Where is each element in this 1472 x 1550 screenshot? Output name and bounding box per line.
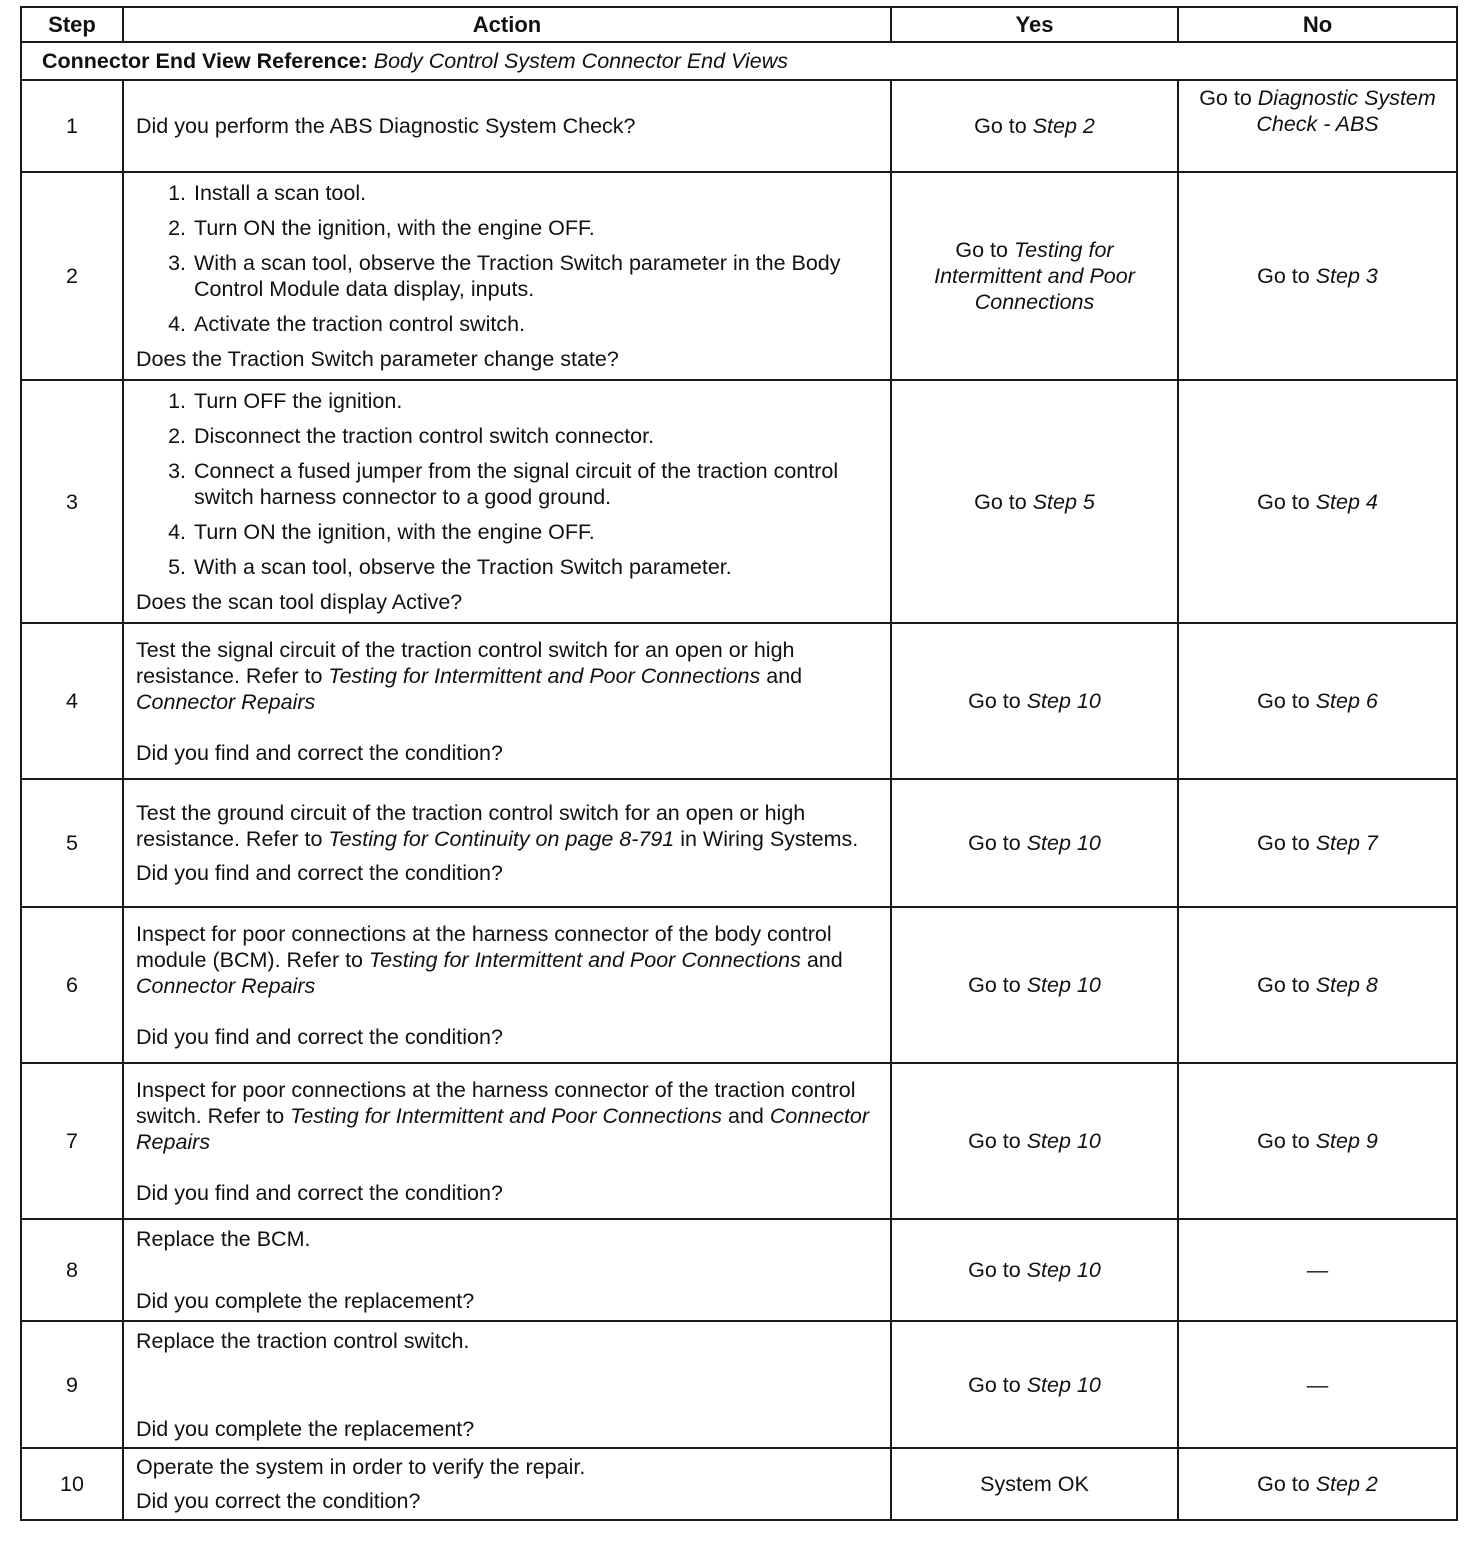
step-number: 4 bbox=[21, 623, 123, 779]
table-row bbox=[21, 80, 1457, 172]
yes-cell bbox=[891, 172, 1178, 380]
step-number: 6 bbox=[21, 907, 123, 1063]
action-question: Did you find and correct the condition? bbox=[136, 740, 503, 765]
reference-link[interactable]: Testing for Intermittent and Poor Connections bbox=[290, 1103, 722, 1128]
goto-label: Go to bbox=[1199, 86, 1252, 110]
action-cell bbox=[123, 907, 891, 1063]
table-row bbox=[21, 1448, 1457, 1520]
list-item: 4. Activate the traction control switch. bbox=[192, 311, 878, 346]
reference-link[interactable]: Testing for Continuity on page 8-791 bbox=[328, 827, 675, 851]
action-instruction: Operate the system in order to verify the repair. bbox=[136, 1455, 586, 1479]
action-question: Does the scan tool display Active? bbox=[136, 590, 463, 614]
goto-label: Go to bbox=[1257, 1129, 1310, 1153]
goto-label: Go to bbox=[1257, 489, 1310, 514]
action-question: Did you perform the ABS Diagnostic System Check? bbox=[136, 114, 636, 138]
table-row bbox=[21, 1219, 1457, 1321]
table-row bbox=[21, 380, 1457, 623]
yes-link[interactable]: Step 10 bbox=[1026, 689, 1101, 713]
no-link[interactable]: Step 6 bbox=[1315, 689, 1378, 713]
yes-link[interactable]: Step 10 bbox=[1026, 1258, 1101, 1282]
goto-label: Go to bbox=[1257, 689, 1310, 713]
yes-cell bbox=[891, 1321, 1178, 1448]
goto-label: Go to bbox=[974, 114, 1027, 138]
list-item: 3. Connect a fused jumper from the signal circuit of the traction control switch harness connector to a good ground. bbox=[192, 458, 878, 519]
action-text bbox=[136, 921, 878, 999]
goto-label: Go to bbox=[968, 1372, 1021, 1397]
no-link[interactable]: Step 2 bbox=[1315, 1472, 1378, 1496]
header-row bbox=[21, 7, 1457, 42]
goto-label: Go to bbox=[968, 689, 1021, 713]
yes-cell bbox=[891, 380, 1178, 623]
no-cell bbox=[1178, 172, 1457, 380]
action-list bbox=[136, 180, 878, 346]
no-link[interactable]: Step 8 bbox=[1315, 973, 1378, 997]
no-cell bbox=[1178, 1219, 1457, 1321]
no-link[interactable]: Step 9 bbox=[1315, 1129, 1378, 1153]
reference-cell bbox=[21, 42, 1457, 80]
conjunction: and bbox=[727, 1103, 764, 1128]
goto-label: Go to bbox=[1257, 1472, 1310, 1496]
no-link[interactable]: Diagnostic System Check - ABS bbox=[1256, 86, 1436, 136]
yes-link[interactable]: Step 10 bbox=[1026, 1129, 1101, 1153]
no-dash: — bbox=[1306, 1258, 1329, 1282]
action-instruction: Inspect for poor connections at the harness connector of the traction control switch. Refer to bbox=[136, 1077, 856, 1128]
no-link[interactable]: Step 3 bbox=[1315, 264, 1378, 288]
list-item: 4. Turn ON the ignition, with the engine OFF. bbox=[192, 519, 878, 554]
action-instruction: Replace the traction control switch. bbox=[136, 1328, 470, 1353]
table-row bbox=[21, 907, 1457, 1063]
step-number: 3 bbox=[21, 380, 123, 623]
no-cell bbox=[1178, 380, 1457, 623]
action-question: Did you complete the replacement? bbox=[136, 1416, 475, 1441]
step-number: 10 bbox=[21, 1448, 123, 1520]
goto-label: Go to bbox=[955, 238, 1008, 262]
yes-link[interactable]: Step 5 bbox=[1032, 489, 1095, 514]
action-cell bbox=[123, 1448, 891, 1520]
step-number: 8 bbox=[21, 1219, 123, 1321]
list-item: 1. Install a scan tool. bbox=[192, 180, 878, 215]
header-action: Action bbox=[123, 7, 891, 42]
list-item: 2. Turn ON the ignition, with the engine OFF. bbox=[192, 215, 878, 250]
action-question: Did you find and correct the condition? bbox=[136, 1024, 503, 1049]
no-cell bbox=[1178, 1321, 1457, 1448]
action-question: Did you find and correct the condition? bbox=[136, 1180, 503, 1205]
yes-result: System OK bbox=[980, 1472, 1089, 1496]
no-cell bbox=[1178, 1063, 1457, 1219]
no-cell bbox=[1178, 623, 1457, 779]
step-number: 7 bbox=[21, 1063, 123, 1219]
action-instruction: Test the ground circuit of the traction control switch for an open or high resistance. Refer to bbox=[136, 801, 806, 851]
action-question: Did you complete the replacement? bbox=[136, 1289, 475, 1313]
action-question: Did you find and correct the condition? bbox=[136, 861, 503, 885]
header-no: No bbox=[1178, 7, 1457, 42]
action-cell bbox=[123, 380, 891, 623]
goto-label: Go to bbox=[968, 831, 1021, 855]
action-instruction: Test the signal circuit of the traction control switch for an open or high resistance. Refer to bbox=[136, 637, 795, 688]
yes-link[interactable]: Testing for Intermittent and Poor Connections bbox=[934, 238, 1135, 314]
action-question: Does the Traction Switch parameter change state? bbox=[136, 347, 619, 371]
reference-link[interactable]: Testing for Intermittent and Poor Connections bbox=[369, 947, 801, 972]
yes-cell bbox=[891, 623, 1178, 779]
step-number: 1 bbox=[21, 80, 123, 172]
list-item: 1. Turn OFF the ignition. bbox=[192, 388, 878, 423]
no-cell bbox=[1178, 80, 1457, 172]
action-cell bbox=[123, 80, 891, 172]
list-item: 5. With a scan tool, observe the Traction Switch parameter. bbox=[192, 554, 878, 589]
action-text bbox=[136, 637, 878, 715]
goto-label: Go to bbox=[968, 973, 1021, 997]
goto-label: Go to bbox=[1257, 973, 1310, 997]
goto-label: Go to bbox=[1257, 264, 1310, 288]
no-link[interactable]: Step 7 bbox=[1315, 831, 1378, 855]
reference-link[interactable]: Connector Repairs bbox=[136, 973, 316, 998]
list-item: 3. With a scan tool, observe the Traction Switch parameter in the Body Control Module data display, inputs. bbox=[192, 250, 878, 311]
step-number: 2 bbox=[21, 172, 123, 380]
step-number: 9 bbox=[21, 1321, 123, 1448]
reference-link[interactable]: Connector Repairs bbox=[136, 689, 316, 714]
action-cell bbox=[123, 1321, 891, 1448]
table-row bbox=[21, 1063, 1457, 1219]
action-cell bbox=[123, 1063, 891, 1219]
yes-link[interactable]: Step 10 bbox=[1026, 973, 1101, 997]
diagnostic-table bbox=[20, 6, 1458, 1521]
yes-cell bbox=[891, 80, 1178, 172]
action-text bbox=[136, 800, 878, 860]
yes-cell bbox=[891, 779, 1178, 907]
no-dash: — bbox=[1306, 1372, 1329, 1397]
yes-cell bbox=[891, 1063, 1178, 1219]
table-row bbox=[21, 623, 1457, 779]
reference-row bbox=[21, 42, 1457, 80]
goto-label: Go to bbox=[974, 489, 1027, 514]
table-row bbox=[21, 1321, 1457, 1448]
yes-cell bbox=[891, 1219, 1178, 1321]
yes-link[interactable]: Step 10 bbox=[1026, 831, 1101, 855]
yes-cell bbox=[891, 907, 1178, 1063]
no-cell bbox=[1178, 907, 1457, 1063]
yes-link[interactable]: Step 10 bbox=[1026, 1372, 1101, 1397]
goto-label: Go to bbox=[1257, 831, 1310, 855]
yes-link[interactable]: Step 2 bbox=[1032, 114, 1095, 138]
action-text bbox=[136, 1077, 878, 1155]
action-instruction: Replace the BCM. bbox=[136, 1227, 311, 1251]
no-link[interactable]: Step 4 bbox=[1315, 489, 1378, 514]
action-cell bbox=[123, 1219, 891, 1321]
action-instruction-tail: in Wiring Systems. bbox=[680, 827, 859, 851]
table-row bbox=[21, 779, 1457, 907]
list-item: 2. Disconnect the traction control switch connector. bbox=[192, 423, 878, 458]
header-yes: Yes bbox=[891, 7, 1178, 42]
action-question: Did you correct the condition? bbox=[136, 1489, 421, 1513]
no-cell bbox=[1178, 1448, 1457, 1520]
reference-link[interactable]: Connector Repairs bbox=[136, 1103, 870, 1154]
goto-label: Go to bbox=[968, 1258, 1021, 1282]
action-cell bbox=[123, 779, 891, 907]
conjunction: and bbox=[766, 663, 803, 688]
no-cell bbox=[1178, 779, 1457, 907]
action-list bbox=[136, 388, 878, 589]
reference-link[interactable]: Testing for Intermittent and Poor Connections bbox=[328, 663, 761, 688]
goto-label: Go to bbox=[968, 1129, 1021, 1153]
reference-label: Connector End View Reference: bbox=[42, 49, 368, 73]
action-cell bbox=[123, 172, 891, 380]
yes-cell bbox=[891, 1448, 1178, 1520]
step-number: 5 bbox=[21, 779, 123, 907]
header-step: Step bbox=[21, 7, 123, 42]
action-instruction: Inspect for poor connections at the harness connector of the body control module (BCM). Refer to bbox=[136, 921, 832, 972]
conjunction: and bbox=[806, 947, 843, 972]
reference-link[interactable]: Body Control System Connector End Views bbox=[373, 49, 789, 73]
table-row bbox=[21, 172, 1457, 380]
action-cell bbox=[123, 623, 891, 779]
